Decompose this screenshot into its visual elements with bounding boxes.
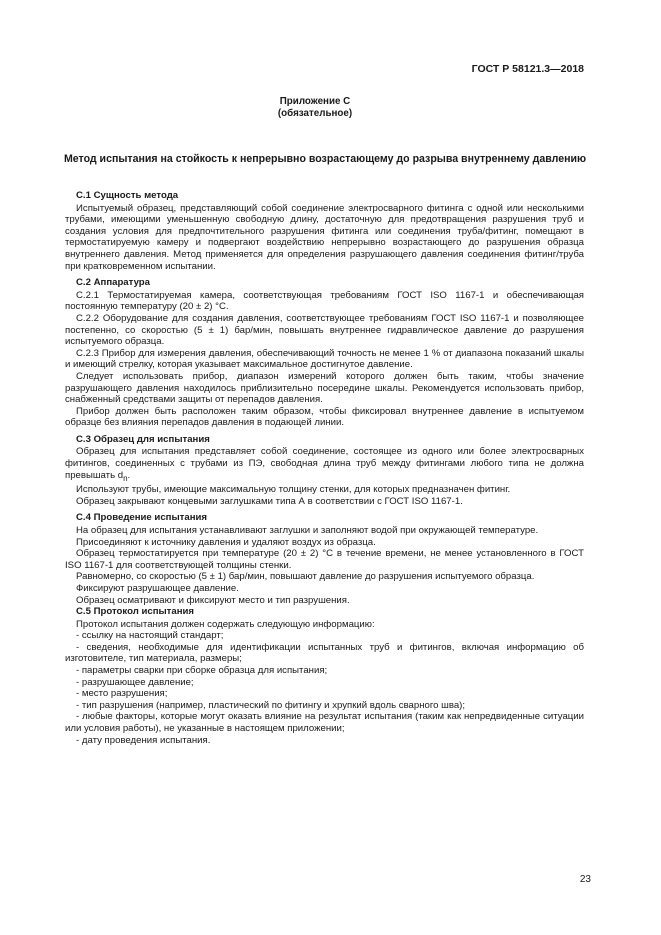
- paragraph: С.2.1 Термостатируемая камера, соответствующая требованиям ГОСТ ISO 1167-1 и обеспечивающая постоянную температуру (20 ± 2) °С.: [65, 289, 584, 313]
- paragraph-text: Образец для испытания представляет собой соединение, состоящее из одного или более электросварных фитингов, соединенных с трубами из ПЭ, свободная длина труб между фитингами любого типа не должна превышать d: [65, 446, 584, 481]
- paragraph: Образец осматривают и фиксируют место и тип разрушения.: [76, 594, 350, 606]
- paragraph: Образец закрывают концевыми заглушками типа А в соответствии с ГОСТ ISO 1167-1.: [76, 495, 463, 507]
- main-title: Метод испытания на стойкость к непрерывно возрастающему до разрыва внутреннему давлению: [63, 153, 587, 165]
- paragraph: Прибор должен быть расположен таким образом, чтобы фиксировал внутреннее давление в испытуемом образце без влияния перепадов давления в подающей линии.: [65, 405, 584, 429]
- appendix-status: (обязательное): [277, 108, 353, 119]
- paragraph: Используют трубы, имеющие максимальную толщину стенки, для которых предназначен фитинг.: [76, 484, 511, 496]
- section-title-c5: С.5 Протокол испытания: [76, 606, 195, 618]
- section-title-c1: С.1 Сущность метода: [76, 190, 179, 201]
- list-item: - дату проведения испытания.: [76, 734, 211, 746]
- list-item: - ссылку на настоящий стандарт;: [76, 630, 224, 642]
- paragraph: Равномерно, со скоростью (5 ± 1) бар/мин, повышают давление до разрушения испытуемого образца.: [76, 571, 535, 583]
- paragraph: Образец термостатируется при температуре (20 ± 2) °С в течение времени, не менее установленного в ГОСТ ISO 1167-1 для соответствующей толщины стенки.: [65, 548, 584, 571]
- paragraph-end: .: [127, 469, 131, 481]
- section-title-c4: С.4 Проведение испытания: [76, 512, 207, 524]
- appendix-label: Приложение С: [279, 96, 351, 107]
- paragraph: Присоединяют к источнику давления и удаляют воздух из образца.: [76, 536, 376, 548]
- list-item: - место разрушения;: [76, 688, 168, 700]
- paragraph: На образец для испытания устанавливают заглушки и заполняют водой при окружающей температуре.: [76, 524, 539, 536]
- document-body: [65, 190, 584, 746]
- paragraph: С.2.2 Оборудование для создания давления, соответствующее требованиям ГОСТ ISO 1167-1 и позволяющее постепенно, со скоростью (5 ± 1) бар/мин, повышать внутреннее гидравлическое давление до разрушения испытуемого образца.: [65, 312, 584, 348]
- list-item: - параметры сварки при сборке образца для испытания;: [76, 665, 328, 677]
- list-item: - разрушающее давление;: [76, 676, 194, 688]
- appendix-heading: [0, 96, 630, 120]
- paragraph: Испытуемый образец, представляющий собой соединение электросварного фитинга с одной или несколькими трубами, имеющими уменьшенную свободную длину, достаточную для предотвращения разрушения труб и создания условия для предпочтительного разрушения фитинга или соединения труба/фитинг, помещают в термостатируемую камеру и подвергают воздействию непрерывно возрастающего до разрушения образца внутреннего давления. Метод применяется для определения разрушающего давления соединения фитинг/труба при кратковременном испытании.: [65, 202, 584, 272]
- paragraph: Протокол испытания должен содержать следующую информацию:: [76, 618, 375, 630]
- paragraph: С.2.3 Прибор для измерения давления, обеспечивающий точность не менее 1 % от диапазона показаний шкалы и имеющий стрелку, которая указывает максимальное достигнутое давление.: [65, 347, 584, 371]
- list-item: - сведения, необходимые для идентификации испытанных труб и фитингов, включая информацию об изготовителе, тип материала, размеры;: [65, 641, 584, 665]
- paragraph: Следует использовать прибор, диапазон измерений которого должен быть таким, чтобы значение разрушающего давления находилось приблизительно посередине шкалы. Рекомендуется использовать прибор, снабженный средствами защиты от перепадов давления.: [65, 370, 584, 406]
- paragraph: Фиксируют разрушающее давление.: [76, 582, 239, 594]
- page-number: 23: [579, 874, 591, 885]
- subscript-n: n: [123, 473, 128, 483]
- section-title-c3: С.3 Образец для испытания: [76, 433, 210, 445]
- document-id: ГОСТ Р 58121.3—2018: [471, 63, 584, 75]
- list-item: - тип разрушения (например, пластический по фитингу и хрупкий вдоль сварного шва);: [76, 699, 466, 711]
- list-item: - любые факторы, которые могут оказать влияние на результат испытания (таким как непредвиденные ситуации или условия работы), не указанные в настоящем приложении;: [65, 711, 584, 735]
- paragraph: [65, 446, 584, 484]
- section-title-c2: С.2 Аппаратура: [76, 277, 150, 289]
